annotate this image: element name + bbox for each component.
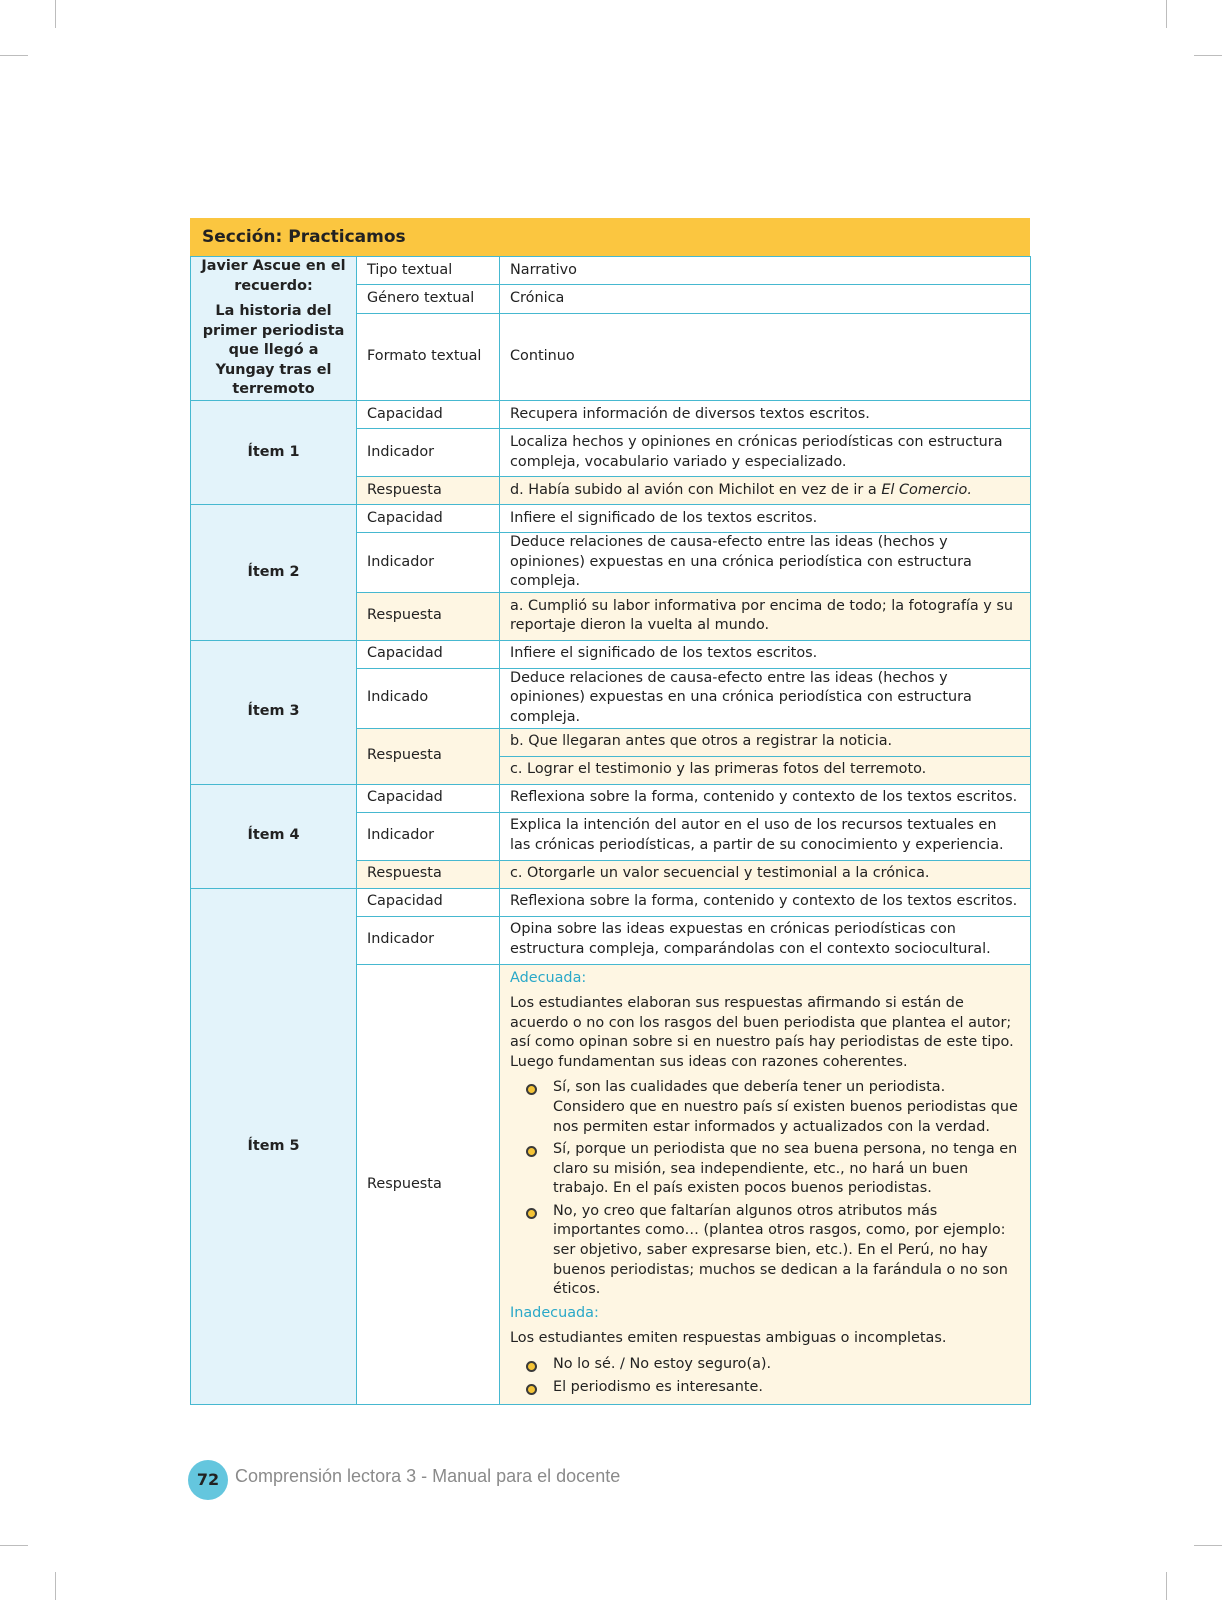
bullet-icon bbox=[526, 1208, 537, 1219]
item5-capacidad-label: Capacidad bbox=[357, 888, 500, 916]
crop-mark bbox=[55, 1572, 56, 1600]
item4-respuesta: c. Otorgarle un valor secuencial y testimonial a la crónica. bbox=[500, 860, 1031, 888]
bullet-text: El periodismo es interesante. bbox=[553, 1378, 763, 1395]
item3-indicador: Deduce relaciones de causa-efecto entre las ideas (hechos y opiniones) expuestas en una crónica periodística con estructura compleja. bbox=[500, 668, 1031, 728]
item5-capacidad: Reflexiona sobre la forma, contenido y contexto de los textos escritos. bbox=[500, 888, 1031, 916]
item1-indicador-label: Indicador bbox=[357, 429, 500, 477]
list-item bbox=[510, 1378, 1020, 1398]
reading-title-line2: La historia del primer periodista que llegó a Yungay tras el terremoto bbox=[202, 303, 345, 398]
item1-capacidad: Recupera información de diversos textos escritos. bbox=[500, 401, 1031, 429]
item3-indicador-label: Indicado bbox=[357, 668, 500, 728]
section-title: Sección: Practicamos bbox=[190, 218, 1030, 256]
inadecuada-text: Los estudiantes emiten respuestas ambiguas o incompletas. bbox=[510, 1330, 947, 1347]
tipo-textual-value: Narrativo bbox=[500, 257, 1031, 285]
bullet-icon bbox=[526, 1361, 537, 1372]
item5-indicador: Opina sobre las ideas expuestas en crónicas periodísticas con estructura compleja, comparándolas con el contexto sociocultural. bbox=[500, 916, 1031, 964]
item2-respuesta-label: Respuesta bbox=[357, 592, 500, 640]
item4-respuesta-label: Respuesta bbox=[357, 860, 500, 888]
item2-respuesta: a. Cumplió su labor informativa por encima de todo; la fotografía y su reportaje dieron la vuelta al mundo. bbox=[500, 592, 1031, 640]
item1-respuesta-text: d. Había subido al avión con Michilot en vez de ir a bbox=[510, 481, 882, 498]
item3-respuesta-label: Respuesta bbox=[357, 728, 500, 784]
item4-name: Ítem 4 bbox=[191, 784, 357, 888]
bullet-text: No, yo creo que faltarían algunos otros atributos más importantes como… (plantea otros rasgos, como, por ejemplo: ser objetivo, saber expresarse bien, etc.). En el Perú, no hay buenos periodistas; muchos se dedican a la farándula o no son éticos. bbox=[553, 1202, 1008, 1298]
item3-name: Ítem 3 bbox=[191, 640, 357, 784]
item2-capacidad: Infiere el significado de los textos escritos. bbox=[500, 505, 1031, 533]
crop-mark bbox=[1194, 1545, 1222, 1546]
footer-text: Comprensión lectora 3 - Manual para el docente bbox=[235, 1466, 621, 1486]
item4-indicador: Explica la intención del autor en el uso de los recursos textuales en las crónicas periodísticas, a partir de su conocimiento y experiencia. bbox=[500, 812, 1031, 860]
genero-textual-label: Género textual bbox=[357, 285, 500, 313]
item1-indicador: Localiza hechos y opiniones en crónicas periodísticas con estructura compleja, vocabulario variado y especializado. bbox=[500, 429, 1031, 477]
item2-indicador-label: Indicador bbox=[357, 533, 500, 593]
crop-mark bbox=[0, 55, 28, 56]
item5-indicador-label: Indicador bbox=[357, 916, 500, 964]
formato-textual-label: Formato textual bbox=[357, 313, 500, 400]
crop-mark bbox=[1166, 0, 1167, 28]
reading-title-cell bbox=[191, 257, 357, 401]
item4-indicador-label: Indicador bbox=[357, 812, 500, 860]
item3-respuesta-c: c. Lograr el testimonio y las primeras fotos del terremoto. bbox=[500, 756, 1031, 784]
list-item bbox=[510, 1078, 1020, 1137]
item3-capacidad: Infiere el significado de los textos escritos. bbox=[500, 640, 1031, 668]
adecuada-label: Adecuada: bbox=[510, 969, 587, 986]
item1-respuesta bbox=[500, 477, 1031, 505]
adecuada-text: Los estudiantes elaboran sus respuestas afirmando si están de acuerdo o no con los rasgos del buen periodista que plantea el autor; así como opinan sobre si en nuestro país hay periodistas de este tipo. Luego fundamentan sus ideas con razones coherentes. bbox=[510, 995, 1014, 1070]
list-item bbox=[510, 1140, 1020, 1199]
item1-capacidad-label: Capacidad bbox=[357, 401, 500, 429]
bullet-icon bbox=[526, 1384, 537, 1395]
adecuada-list bbox=[510, 1078, 1020, 1299]
item2-name: Ítem 2 bbox=[191, 505, 357, 641]
tipo-textual-label: Tipo textual bbox=[357, 257, 500, 285]
item3-respuesta-b: b. Que llegaran antes que otros a registrar la noticia. bbox=[500, 728, 1031, 756]
bullet-icon bbox=[526, 1146, 537, 1157]
item2-capacidad-label: Capacidad bbox=[357, 505, 500, 533]
crop-mark bbox=[1166, 1572, 1167, 1600]
page-number: 72 bbox=[188, 1460, 228, 1500]
item1-respuesta-italic: El Comercio. bbox=[881, 481, 972, 498]
crop-mark bbox=[1194, 55, 1222, 56]
list-item bbox=[510, 1355, 1020, 1375]
crop-mark bbox=[55, 0, 56, 28]
item1-name: Ítem 1 bbox=[191, 401, 357, 505]
inadecuada-list bbox=[510, 1355, 1020, 1397]
bullet-text: Sí, porque un periodista que no sea buena persona, no tenga en claro su misión, sea independiente, etc., no hará un buen trabajo. En el país existen pocos buenos periodistas. bbox=[553, 1141, 1018, 1197]
list-item bbox=[510, 1202, 1020, 1300]
item3-capacidad-label: Capacidad bbox=[357, 640, 500, 668]
item1-respuesta-label: Respuesta bbox=[357, 477, 500, 505]
item4-capacidad-label: Capacidad bbox=[357, 784, 500, 812]
crop-mark bbox=[0, 1545, 28, 1546]
reading-title-line1: Javier Ascue en el recuerdo: bbox=[201, 258, 346, 294]
item4-capacidad: Reflexiona sobre la forma, contenido y contexto de los textos escritos. bbox=[500, 784, 1031, 812]
formato-textual-value: Continuo bbox=[500, 313, 1031, 400]
item5-name: Ítem 5 bbox=[191, 888, 357, 1405]
item2-indicador: Deduce relaciones de causa-efecto entre las ideas (hechos y opiniones) expuestas en una crónica periodística con estructura compleja. bbox=[500, 533, 1031, 593]
bullet-text: No lo sé. / No estoy seguro(a). bbox=[553, 1355, 772, 1372]
evaluation-table bbox=[190, 256, 1030, 1405]
inadecuada-label: Inadecuada: bbox=[510, 1304, 599, 1321]
item5-respuesta bbox=[500, 964, 1031, 1405]
bullet-icon bbox=[526, 1084, 537, 1095]
genero-textual-value: Crónica bbox=[500, 285, 1031, 313]
bullet-text: Sí, son las cualidades que debería tener un periodista. Considero que en nuestro país sí existen buenos periodistas que nos permiten estar informados y actualizados con la verdad. bbox=[553, 1079, 1018, 1135]
item5-respuesta-label: Respuesta bbox=[357, 964, 500, 1405]
